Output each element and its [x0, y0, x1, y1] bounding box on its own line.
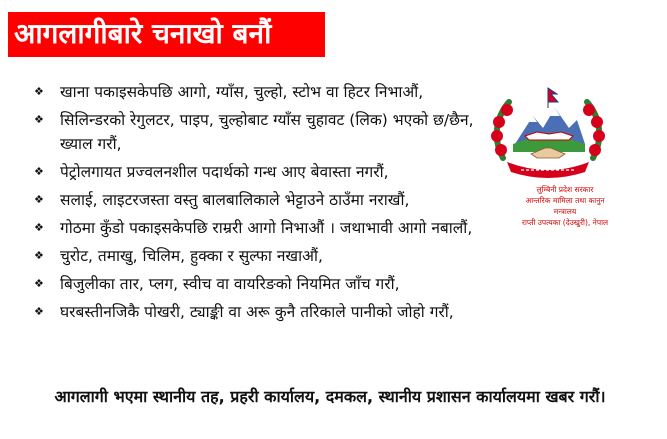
list-item-text: सिलिन्डरको रेगुलटर, पाइप, चुल्होबाट ग्याँस चुहावट (लिक) भएको छ/छैन, ख्याल गरौं, [60, 111, 474, 153]
list-item [34, 244, 504, 268]
office-line-1: लुम्बिनी प्रदेश सरकार [536, 185, 594, 194]
office-address [510, 184, 620, 228]
office-line-3: मन्त्रालय [553, 207, 577, 216]
footer-note: आगलागी भएमा स्थानीय तह, प्रहरी कार्यालय, दमकल, स्थानीय प्रशासन कार्यालयमा खबर गरौं। [54, 387, 606, 406]
diamond-bullet-icon: ❖ [34, 85, 44, 98]
diamond-bullet-icon: ❖ [34, 305, 44, 318]
office-line-2: आन्तरिक मामिला तथा कानुन [525, 196, 605, 205]
list-item-text: चुरोट, तमाखु, चिलिम, हुक्का र सुल्फा नखाऔं, [60, 247, 323, 265]
page-title: आगलागीबारे चनाखो बनौं [8, 12, 325, 57]
list-item [34, 160, 504, 184]
list-item-text: पेट्रोलगायत प्रज्वलनशील पदार्थको गन्ध आए बेवास्ता नगरौं, [60, 163, 389, 181]
list-item [34, 272, 504, 296]
diamond-bullet-icon: ❖ [34, 193, 44, 206]
list-item [34, 80, 504, 104]
list-item-text: बिजुलीका तार, प्लग, स्वीच वा वायरिङको नियमित जाँच गरौं, [60, 275, 400, 293]
office-line-4: राप्ती उपत्यका (देउखुरी), नेपाल [521, 218, 609, 227]
diamond-bullet-icon: ❖ [34, 249, 44, 262]
list-item [34, 108, 504, 156]
list-item [34, 188, 504, 212]
diamond-bullet-icon: ❖ [34, 165, 44, 178]
list-item-text: खाना पकाइसकेपछि आगो, ग्याँस, चुल्हो, स्टोभ वा हिटर निभाऔं, [60, 83, 424, 101]
diamond-bullet-icon: ❖ [34, 277, 44, 290]
list-item-text: घरबस्तीनजिकै पोखरी, ट्याङ्की वा अरू कुनै तरिकाले पानीको जोहो गरौं, [60, 303, 454, 321]
list-item [34, 300, 504, 324]
list-item [34, 216, 504, 240]
diamond-bullet-icon: ❖ [34, 221, 44, 234]
nepal-emblem-icon [485, 82, 611, 184]
list-item-text: गोठमा कुँडो पकाइसकेपछि राम्ररी आगो निभाऔं । जथाभावी आगो नबालौं, [60, 219, 473, 237]
diamond-bullet-icon: ❖ [34, 113, 44, 126]
safety-tips-list [34, 80, 504, 328]
list-item-text: सलाई, लाइटरजस्ता वस्तु बालबालिकाले भेट्टाउने ठाउँमा नराखौं, [60, 191, 410, 209]
